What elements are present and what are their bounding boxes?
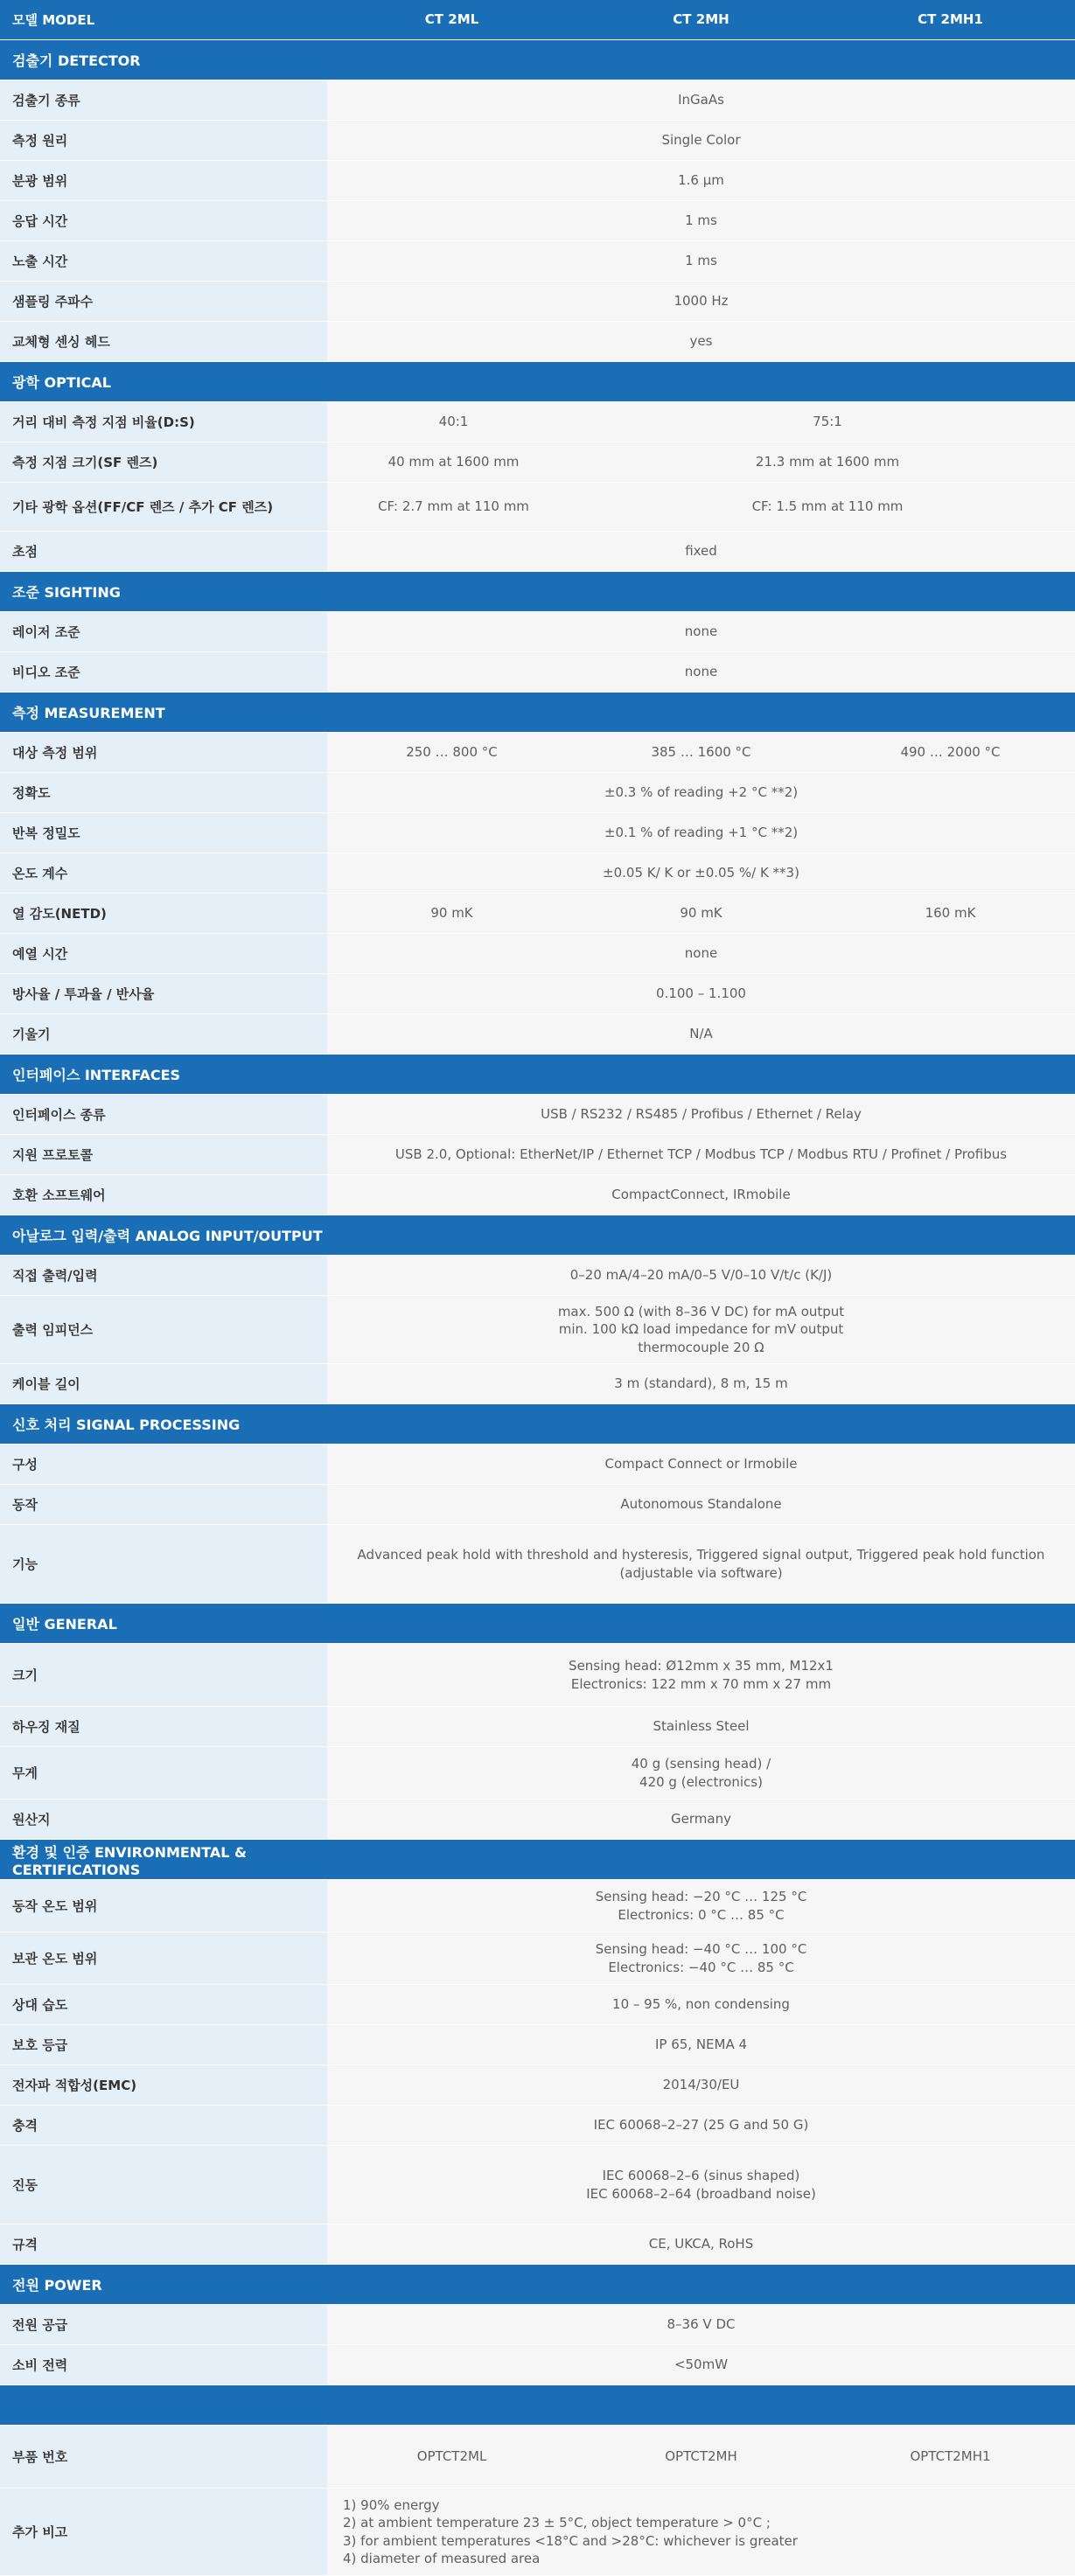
spec-values (327, 40, 1075, 80)
spec-value: CF: 1.5 mm at 110 mm (751, 498, 904, 515)
spec-label: 상대 습도 (0, 1985, 327, 2024)
spec-value: 2014/30/EU (662, 2077, 740, 2093)
spec-values (327, 1445, 1075, 1484)
spec-label: 샘플링 주파수 (0, 282, 327, 321)
spec-label: 인터페이스 종류 (0, 1095, 327, 1134)
spec-values (327, 362, 1075, 401)
spec-row (0, 853, 1075, 894)
spec-value: yes (689, 333, 713, 350)
spec-label: 측정 원리 (0, 121, 327, 160)
spec-values (327, 652, 1075, 692)
spec-value: CF: 2.7 mm at 110 mm (378, 498, 529, 515)
spec-row (0, 2224, 1075, 2265)
spec-values (327, 532, 1075, 571)
section-header-row (0, 1840, 1075, 1880)
section-header-row (0, 1604, 1075, 1644)
spec-values (327, 1404, 1075, 1444)
spec-value: IP 65, NEMA 4 (654, 2036, 748, 2053)
spec-label: 직접 출력/입력 (0, 1256, 327, 1295)
spec-row (0, 1135, 1075, 1175)
section-title: 환경 및 인증 ENVIRONMENTAL & CERTIFICATIONS (12, 1843, 247, 1878)
section-title: 인터페이스 INTERFACES (12, 1067, 181, 1083)
spec-row (0, 733, 1075, 773)
spec-value: none (684, 664, 718, 680)
spec-values (327, 442, 1075, 482)
header-model-ct2ml: CT 2ML (424, 11, 479, 28)
spec-value: Compact Connect or Irmobile (604, 1456, 798, 1472)
spec-row (0, 402, 1075, 442)
spec-row (0, 161, 1075, 201)
spec-label: 하우징 재질 (0, 1707, 327, 1746)
spec-value: Sensing head: Ø12mm x 35 mm, M12x1 Electronics: 122 mm x 70 mm x 27 mm (569, 1658, 834, 1692)
spec-label: 케이블 길이 (0, 1364, 327, 1403)
spec-value: ±0.3 % of reading +2 °C **2) (604, 784, 799, 801)
spec-values (327, 1055, 1075, 1094)
spec-label: 소비 전력 (0, 2345, 327, 2385)
spec-value: 8–36 V DC (667, 2316, 736, 2333)
spec-label: 방사율 / 투과율 / 반사율 (0, 974, 327, 1013)
spec-label: 추가 비고 (0, 2489, 327, 2575)
spec-value: InGaAs (678, 92, 724, 108)
spec-row (0, 201, 1075, 241)
spec-value: 385 … 1600 °C (651, 744, 751, 761)
spec-label: 온도 계수 (0, 853, 327, 893)
spec-label: 구성 (0, 1445, 327, 1484)
spec-values (327, 1135, 1075, 1174)
spec-row (0, 1644, 1075, 1707)
spec-values (327, 1707, 1075, 1746)
spec-label: 호환 소프트웨어 (0, 1175, 327, 1215)
spec-values (327, 1800, 1075, 1839)
spec-row (0, 442, 1075, 483)
spec-values (327, 974, 1075, 1013)
header-model-ct2mh: CT 2MH (673, 11, 729, 28)
spec-row (0, 483, 1075, 532)
spec-label: 규격 (0, 2224, 327, 2264)
spec-value: 250 … 800 °C (406, 744, 498, 761)
header-model-ct2mh1: CT 2MH1 (918, 11, 983, 28)
spec-values (327, 733, 1075, 772)
spec-values (327, 2065, 1075, 2105)
spec-value: 90 mK (430, 905, 473, 922)
spec-label: 동작 온도 범위 (0, 1880, 327, 1932)
spec-value: OPTCT2MH1 (910, 2448, 991, 2465)
spec-row (0, 121, 1075, 161)
header-models (327, 0, 1075, 39)
spec-values (327, 402, 1075, 442)
spec-value: 1000 Hz (674, 293, 729, 310)
spec-row (0, 2106, 1075, 2146)
spec-label: 전원 공급 (0, 2305, 327, 2344)
spec-label: 예열 시간 (0, 934, 327, 973)
spec-label: 레이저 조준 (0, 612, 327, 651)
spec-values (327, 2489, 1075, 2575)
spec-value: <50mW (674, 2357, 729, 2373)
spec-row (0, 2025, 1075, 2065)
section-title: 측정 MEASUREMENT (12, 705, 165, 721)
spec-values (327, 2305, 1075, 2344)
spec-value: ±0.05 K/ K or ±0.05 %/ K **3) (603, 865, 799, 881)
spec-value: Germany (671, 1811, 731, 1828)
spec-row (0, 322, 1075, 362)
header-model-label: 모델 MODEL (12, 12, 95, 28)
spec-row (0, 1932, 1075, 1985)
spec-value: CE, UKCA, RoHS (648, 2236, 754, 2252)
spec-value: CompactConnect, IRmobile (611, 1187, 791, 1203)
spec-row (0, 974, 1075, 1014)
section-title: 조준 SIGHTING (12, 584, 121, 601)
spec-label: 초점 (0, 532, 327, 571)
spec-row (0, 2489, 1075, 2576)
section-header-row (0, 2385, 1075, 2426)
spec-label: 원산지 (0, 1800, 327, 1839)
spec-label: 진동 (0, 2146, 327, 2224)
spec-row (0, 1364, 1075, 1404)
spec-label: 검출기 종류 (0, 80, 327, 120)
spec-label: 기울기 (0, 1014, 327, 1054)
spec-label: 보관 온도 범위 (0, 1932, 327, 1984)
spec-row (0, 652, 1075, 693)
spec-values (327, 2265, 1075, 2304)
spec-row (0, 1880, 1075, 1932)
spec-values (327, 2106, 1075, 2145)
spec-value: Single Color (661, 132, 741, 149)
spec-row (0, 80, 1075, 121)
table-header-row (0, 0, 1075, 40)
section-header-row (0, 693, 1075, 733)
spec-row (0, 1175, 1075, 1215)
spec-value: Advanced peak hold with threshold and hysteresis, Triggered signal output, Triggered peak hold function (adjustable via software) (357, 1547, 1045, 1581)
spec-values (327, 1175, 1075, 1215)
spec-label: 응답 시간 (0, 201, 327, 240)
spec-values (327, 773, 1075, 812)
spec-label: 정확도 (0, 773, 327, 812)
spec-values (327, 1095, 1075, 1134)
spec-value: 1 ms (685, 253, 717, 269)
spec-row (0, 1985, 1075, 2025)
section-title: 일반 GENERAL (12, 1616, 117, 1633)
spec-values (327, 1985, 1075, 2024)
spec-values (327, 1604, 1075, 1643)
spec-row (0, 1445, 1075, 1485)
spec-values (327, 241, 1075, 281)
spec-value: 490 … 2000 °C (900, 744, 1001, 761)
spec-values (327, 1256, 1075, 1295)
spec-values (327, 2345, 1075, 2385)
spec-value: N/A (689, 1026, 713, 1042)
spec-row (0, 1707, 1075, 1747)
spec-value: IEC 60068–2–27 (25 G and 50 G) (593, 2117, 809, 2134)
spec-value: Stainless Steel (653, 1718, 750, 1735)
spec-values (327, 1644, 1075, 1706)
spec-values (327, 201, 1075, 240)
spec-value: 40 g (sensing head) / 420 g (electronics) (631, 1756, 771, 1790)
section-title: 광학 OPTICAL (12, 374, 111, 391)
spec-values (327, 1364, 1075, 1403)
section-header-row (0, 572, 1075, 612)
spec-row (0, 282, 1075, 322)
section-header-row (0, 1215, 1075, 1256)
spec-values (327, 1296, 1075, 1363)
spec-values (327, 612, 1075, 651)
section-title: 아날로그 입력/출력 ANALOG INPUT/OUTPUT (12, 1228, 323, 1244)
section-header-row (0, 1055, 1075, 1095)
spec-row (0, 2426, 1075, 2489)
spec-values (327, 322, 1075, 361)
spec-value: fixed (685, 543, 717, 560)
spec-value: 1) 90% energy 2) at ambient temperature 23 ± 5°C, object temperature > 0°C ; 3) for ambient temperatures <18°C and >28°C: whichever is greater 4) diameter of measured area (343, 2497, 798, 2566)
spec-row (0, 532, 1075, 572)
spec-values (327, 1840, 1075, 1879)
spec-values (327, 1747, 1075, 1799)
spec-values (327, 483, 1075, 531)
spec-row (0, 894, 1075, 934)
spec-value: none (684, 945, 718, 962)
spec-value: none (684, 623, 718, 640)
spec-value: 0.100 – 1.100 (656, 985, 746, 1002)
spec-values (327, 1485, 1075, 1524)
spec-label: 충격 (0, 2106, 327, 2145)
spec-value: OPTCT2MH (665, 2448, 737, 2465)
section-header-row (0, 1404, 1075, 1445)
spec-values (327, 1014, 1075, 1054)
spec-label: 크기 (0, 1644, 327, 1706)
spec-values (327, 1215, 1075, 1255)
spec-label: 무게 (0, 1747, 327, 1799)
spec-values (327, 813, 1075, 853)
spec-values (327, 2025, 1075, 2064)
spec-values (327, 2224, 1075, 2264)
spec-value: 21.3 mm at 1600 mm (755, 454, 900, 470)
spec-label: 지원 프로토콜 (0, 1135, 327, 1174)
spec-row (0, 773, 1075, 813)
spec-label: 동작 (0, 1485, 327, 1524)
spec-value: 3 m (standard), 8 m, 15 m (614, 1375, 788, 1392)
spec-value: USB / RS232 / RS485 / Profibus / Ethernet / Relay (541, 1106, 862, 1123)
spec-values (327, 1932, 1075, 1984)
spec-value: Sensing head: −40 °C … 100 °C Electronics: −40 °C … 85 °C (595, 1941, 807, 1975)
spec-value: 1 ms (685, 212, 717, 229)
spec-rows (0, 40, 1075, 2576)
spec-value: max. 500 Ω (with 8–36 V DC) for mA output min. 100 kΩ load impedance for mV output thermocouple 20 Ω (557, 1304, 845, 1355)
spec-label: 기능 (0, 1525, 327, 1603)
spec-label: 부품 번호 (0, 2426, 327, 2488)
spec-row (0, 1296, 1075, 1364)
spec-row (0, 2065, 1075, 2106)
spec-row (0, 241, 1075, 282)
spec-value: ±0.1 % of reading +1 °C **2) (604, 825, 799, 841)
spec-row (0, 813, 1075, 853)
spec-values (327, 1525, 1075, 1603)
section-title: 신호 처리 SIGNAL PROCESSING (12, 1417, 241, 1433)
spec-label: 교체형 센싱 헤드 (0, 322, 327, 361)
spec-row (0, 1095, 1075, 1135)
spec-values (327, 2426, 1075, 2488)
spec-row (0, 1525, 1075, 1604)
spec-value: USB 2.0, Optional: EtherNet/IP / Ethernet TCP / Modbus TCP / Modbus RTU / Profinet / Profibus (394, 1146, 1008, 1163)
section-header-row (0, 362, 1075, 402)
spec-value: OPTCT2ML (416, 2448, 487, 2465)
spec-row (0, 1485, 1075, 1525)
spec-value: 160 mK (925, 905, 976, 922)
spec-values (327, 572, 1075, 611)
spec-values (327, 80, 1075, 120)
spec-label: 측정 지점 크기(SF 렌즈) (0, 442, 327, 482)
spec-value: 40 mm at 1600 mm (387, 454, 520, 470)
spec-label: 분광 범위 (0, 161, 327, 200)
spec-values (327, 853, 1075, 893)
spec-values (327, 934, 1075, 973)
spec-values (327, 2146, 1075, 2224)
spec-values (327, 161, 1075, 200)
spec-values (327, 693, 1075, 732)
spec-label: 보호 등급 (0, 2025, 327, 2064)
spec-row (0, 2146, 1075, 2224)
spec-values (327, 894, 1075, 933)
spec-row (0, 934, 1075, 974)
spec-label: 전자파 적합성(EMC) (0, 2065, 327, 2105)
spec-value: Autonomous Standalone (620, 1496, 782, 1513)
spec-value: IEC 60068–2–6 (sinus shaped) IEC 60068–2–64 (broadband noise) (586, 2168, 816, 2202)
spec-label: 반복 정밀도 (0, 813, 327, 853)
spec-value: 1.6 μm (678, 172, 724, 189)
spec-row (0, 1014, 1075, 1055)
section-title: 전원 POWER (12, 2277, 102, 2294)
spec-label: 대상 측정 범위 (0, 733, 327, 772)
spec-label: 비디오 조준 (0, 652, 327, 692)
spec-label: 기타 광학 옵션(FF/CF 렌즈 / 추가 CF 렌즈) (0, 483, 327, 531)
spec-row (0, 1256, 1075, 1296)
section-title (0, 2385, 327, 2425)
spec-value: 75:1 (813, 414, 842, 430)
spec-values (327, 2385, 1075, 2425)
section-header-row (0, 2265, 1075, 2305)
spec-label: 노출 시간 (0, 241, 327, 281)
spec-value: 10 – 95 %, non condensing (612, 1996, 790, 2013)
spec-row (0, 1800, 1075, 1840)
spec-values (327, 1880, 1075, 1932)
section-title: 검출기 DETECTOR (12, 52, 141, 69)
spec-row (0, 1747, 1075, 1800)
spec-values (327, 282, 1075, 321)
spec-label: 출력 임피던스 (0, 1296, 327, 1363)
spec-value: 0–20 mA/4–20 mA/0–5 V/0–10 V/t/c (K/J) (569, 1267, 833, 1284)
spec-row (0, 612, 1075, 652)
spec-values (327, 121, 1075, 160)
spec-label: 거리 대비 측정 지점 비율(D:S) (0, 402, 327, 442)
spec-label: 열 감도(NETD) (0, 894, 327, 933)
spec-row (0, 2345, 1075, 2385)
spec-value: Sensing head: −20 °C … 125 °C Electronics: 0 °C … 85 °C (595, 1889, 807, 1923)
spec-value: 40:1 (438, 414, 469, 430)
section-header-row (0, 40, 1075, 80)
spec-row (0, 2305, 1075, 2345)
spec-value: 90 mK (680, 905, 722, 922)
